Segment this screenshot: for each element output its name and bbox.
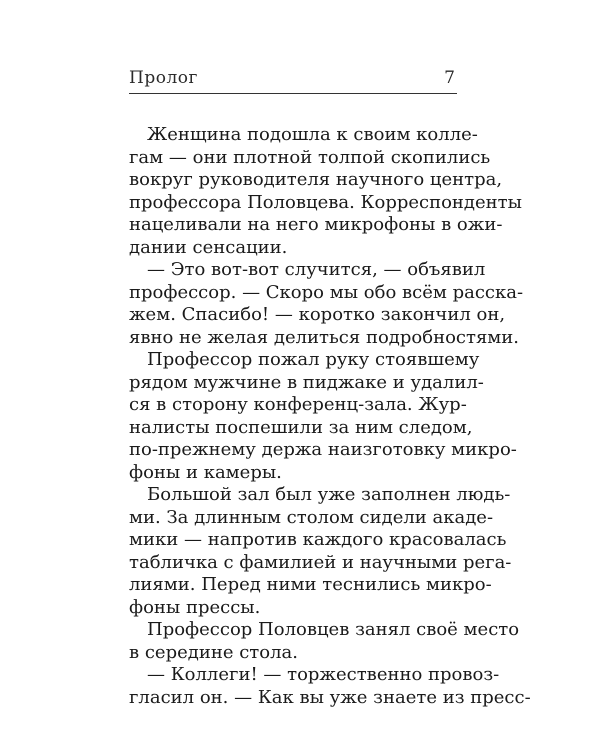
- text-line: Женщина подошла к своим колле-: [147, 124, 478, 145]
- text-line: Профессор Половцев занял своё место: [147, 619, 520, 640]
- text-line: жем. Спасибо! — коротко закончил он,: [129, 304, 506, 325]
- chapter-title: Пролог: [129, 68, 198, 88]
- text-line: фоны и камеры.: [129, 461, 282, 483]
- text-line: ся в сторону конференц-зала. Жур-: [129, 394, 467, 415]
- text-line: профессор. — Скоро мы обо всём расска-: [129, 281, 524, 303]
- text-line: Большой зал был уже заполнен людь-: [147, 484, 511, 505]
- text-line: гласил он. — Как вы уже знаете из пресс-: [129, 686, 531, 708]
- text-line: в середине стола.: [129, 641, 298, 663]
- text-line: фоны прессы.: [129, 596, 261, 618]
- text-line: явно не желая делиться подробностями.: [129, 326, 520, 348]
- text-line: ми. За длинным столом сидели акаде-: [129, 506, 494, 528]
- text-line: нацеливали на него микрофоны в ожи-: [129, 214, 503, 235]
- running-header: [129, 64, 457, 88]
- text-line: мики — напротив каждого красовалась: [129, 529, 507, 550]
- text-line: табличка с фамилией и научными рега-: [129, 551, 512, 573]
- text-line: профессора Половцева. Корреспонденты: [129, 191, 522, 213]
- text-line: лиями. Перед ними теснились микро-: [129, 574, 492, 595]
- text-line: — Это вот-вот случится, — объявил: [147, 259, 486, 280]
- header-rule: [129, 93, 457, 94]
- text-line: Профессор пожал руку стоявшему: [147, 349, 480, 370]
- body-text: [129, 124, 531, 709]
- text-line: дании сенсации.: [129, 236, 288, 258]
- text-line: — Коллеги! — торжественно провоз-: [147, 664, 500, 685]
- text-line: рядом мужчине в пиджаке и удалил-: [129, 371, 484, 393]
- text-line: гам — они плотной толпой скопились: [129, 146, 491, 168]
- text-line: налисты поспешили за ним следом,: [129, 416, 473, 438]
- page-number: 7: [444, 68, 455, 88]
- text-line: вокруг руководителя научного центра,: [129, 169, 503, 190]
- text-line: по-прежнему держа наизготовку микро-: [129, 439, 517, 460]
